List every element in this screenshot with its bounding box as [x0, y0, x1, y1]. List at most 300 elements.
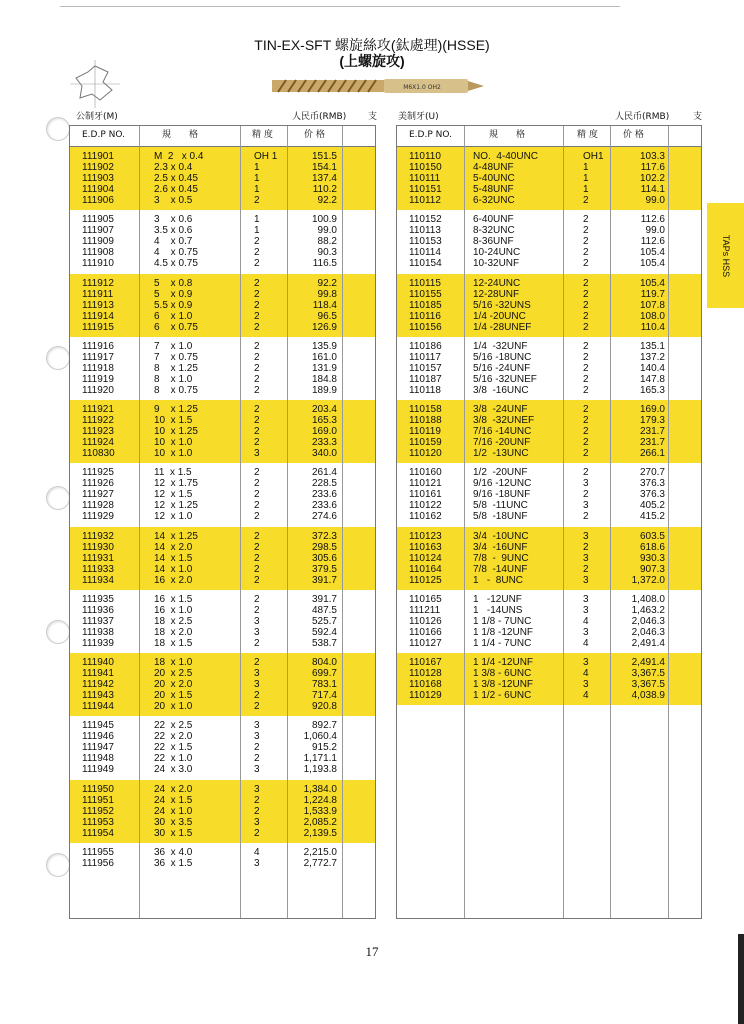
price: 892.7: [311, 720, 337, 732]
price: 405.2: [639, 500, 665, 512]
spec: 1 - 8UNC: [473, 574, 524, 586]
spec: 9/16 -12UNC: [473, 478, 532, 490]
spec: 5 x 0.9: [154, 288, 193, 300]
price: 804.0: [311, 657, 337, 668]
table-row: [70, 467, 375, 478]
grade: 2: [254, 753, 260, 765]
row-group: [397, 527, 701, 590]
spec: 24 x 2.0: [154, 783, 193, 795]
table-row: [70, 278, 375, 289]
grade: 2: [254, 384, 260, 396]
grade: 3: [254, 668, 260, 680]
price: 261.4: [311, 467, 337, 479]
edp-number: 111916: [82, 340, 114, 352]
table-row: [397, 542, 701, 553]
grade: 2: [254, 489, 260, 501]
grade: 2: [254, 563, 260, 575]
edp-number: 111926: [82, 478, 114, 490]
price: 179.3: [639, 415, 665, 427]
table-row: [70, 553, 375, 564]
edp-number: 110127: [409, 637, 442, 649]
price: 131.9: [311, 362, 337, 374]
grade: 2: [583, 415, 589, 427]
spec: M 2 x 0.4: [154, 151, 204, 162]
grade: 2: [254, 299, 260, 311]
grade: 2: [254, 351, 260, 363]
edp-number: 111911: [82, 288, 114, 300]
edp-number: 111940: [82, 657, 114, 668]
grade: 2: [583, 489, 589, 501]
table-row: [70, 500, 375, 511]
edp-number: 111936: [82, 604, 114, 616]
price: 118.4: [312, 299, 337, 311]
edp-number: 110123: [409, 530, 442, 542]
row-group: [397, 147, 701, 210]
table-row: [70, 828, 375, 839]
price: 372.3: [311, 530, 337, 542]
price: 2,491.4: [631, 637, 665, 649]
col-header-edp: E.D.P NO.: [409, 130, 452, 140]
table-row: [70, 385, 375, 396]
binder-hole: [46, 853, 70, 877]
table-row: [70, 195, 375, 206]
spec: 1/2 -20UNF: [473, 467, 528, 479]
edp-number: 111913: [82, 299, 114, 311]
spec: 5.5 x 0.9: [154, 299, 193, 311]
price: 1,384.0: [303, 783, 337, 795]
price: 189.9: [311, 384, 337, 396]
price: 119.7: [640, 288, 665, 300]
edp-number: 111949: [82, 764, 114, 776]
spec: 10 x 1.0: [154, 448, 193, 460]
price: 99.0: [645, 225, 665, 237]
price: 266.1: [639, 448, 665, 460]
spec: 7/16 -14UNC: [473, 426, 532, 438]
grade: 2: [254, 373, 260, 385]
spec: 5/8 -11UNC: [473, 500, 528, 512]
table-row: [397, 404, 701, 415]
grade: 3: [254, 816, 260, 828]
spec: 20 x 1.5: [154, 690, 193, 702]
edp-number: 110167: [409, 657, 442, 668]
spec: 5/16 -32UNEF: [473, 373, 537, 385]
spec: 16 x 1.0: [154, 604, 193, 616]
grade: 2: [254, 426, 260, 438]
price: 126.9: [311, 321, 337, 333]
table-row: [70, 341, 375, 352]
price: 2,046.3: [631, 626, 665, 638]
edp-number: 110119: [409, 426, 441, 438]
price: 102.2: [639, 173, 665, 185]
spec: 5/16 -24UNF: [473, 362, 531, 374]
spec: 3/4 -16UNF: [473, 541, 528, 553]
spec: 7 x 1.0: [154, 340, 193, 352]
edp-number: 111211: [409, 604, 441, 616]
price: 99.0: [317, 225, 337, 237]
edp-number: 111932: [82, 530, 114, 542]
edp-number: 110153: [409, 236, 442, 248]
grade: 2: [254, 277, 260, 289]
table-row: [397, 341, 701, 352]
table-row: [397, 363, 701, 374]
row-group: [70, 274, 375, 337]
table-row: [70, 289, 375, 300]
grade: 3: [254, 615, 260, 627]
table-row: [397, 553, 701, 564]
grade: 3: [583, 626, 589, 638]
price: 3,367.5: [631, 679, 665, 691]
spec: 10 x 1.5: [154, 415, 193, 427]
price: 110.4: [640, 321, 665, 333]
table-row: [397, 627, 701, 638]
edp-number: 111956: [82, 857, 114, 869]
spec: 18 x 2.5: [154, 615, 193, 627]
spec: 7 x 0.75: [154, 351, 198, 363]
spec: 10 x 1.25: [154, 426, 198, 438]
price: 3,367.5: [631, 668, 665, 680]
table-row: [397, 162, 701, 173]
edp-number: 111901: [82, 151, 114, 162]
edp-number: 111933: [82, 563, 114, 575]
grade: 2: [583, 236, 589, 248]
price: 487.5: [311, 604, 337, 616]
table-row: [70, 847, 375, 858]
grade: 2: [583, 541, 589, 553]
edp-number: 111918: [82, 362, 114, 374]
table-row: [397, 374, 701, 385]
grade: 2: [583, 362, 589, 374]
edp-number: 110159: [409, 437, 442, 449]
table-row: [70, 795, 375, 806]
table-row: [70, 300, 375, 311]
spec: 10-24UNC: [473, 247, 521, 259]
spec: 12 x 1.25: [154, 500, 198, 512]
edp-number: 111917: [82, 351, 114, 363]
side-tab-label: TAPs HSS: [720, 234, 731, 277]
col-header-spec: 規 格: [162, 130, 199, 140]
grade: 2: [254, 288, 260, 300]
table-row: [70, 151, 375, 162]
edp-number: 110115: [409, 277, 441, 289]
price: 233.6: [311, 500, 337, 512]
spec: 30 x 3.5: [154, 816, 193, 828]
price: 165.3: [311, 415, 337, 427]
table-row: [397, 289, 701, 300]
spec: 1 -14UNS: [473, 604, 523, 616]
grade: 2: [254, 511, 260, 523]
price: 592.4: [311, 626, 337, 638]
grade: 4: [583, 690, 589, 702]
spec: 3/8 -24UNF: [473, 404, 528, 415]
edp-number: 110188: [409, 415, 442, 427]
spec: 22 x 2.0: [154, 731, 193, 743]
table-row: [397, 489, 701, 500]
grade: 2: [583, 351, 589, 363]
price: 110.2: [312, 184, 337, 196]
spec: 30 x 1.5: [154, 827, 193, 839]
table-row: [397, 247, 701, 258]
spec: 1/2 -13UNC: [473, 448, 529, 460]
edp-number: 111928: [82, 500, 114, 512]
row-group: [70, 147, 375, 210]
spec: 12-24UNC: [473, 277, 521, 289]
edp-number: 110156: [409, 321, 442, 333]
table-row: [397, 448, 701, 459]
spec: 3/8 -16UNC: [473, 384, 529, 396]
spec: 4.5 x 0.75: [154, 258, 198, 270]
price: 147.8: [639, 373, 665, 385]
spec: 14 x 1.0: [154, 563, 193, 575]
edp-number: 111903: [82, 173, 114, 185]
spec: 5-48UNF: [473, 184, 514, 196]
price: 116.5: [312, 258, 337, 270]
page-number: 17: [365, 944, 379, 959]
table-row: [397, 500, 701, 511]
row-group: [70, 400, 375, 463]
grade: 2: [254, 805, 260, 817]
grade: 2: [254, 541, 260, 553]
edp-number: 111915: [82, 321, 114, 333]
price: 92.2: [317, 277, 337, 289]
grade: 2: [254, 404, 260, 415]
table-row: [70, 448, 375, 459]
table-row: [397, 616, 701, 627]
spec: 24 x 1.0: [154, 805, 193, 817]
edp-number: 110157: [409, 362, 442, 374]
table-row: [70, 374, 375, 385]
grade: 2: [583, 258, 589, 270]
grade: 1: [254, 184, 260, 196]
edp-number: 111939: [82, 637, 114, 649]
price: 135.1: [639, 340, 665, 352]
grade: 2: [254, 604, 260, 616]
grade: 2: [254, 500, 260, 512]
spec: 8 x 1.0: [154, 373, 193, 385]
edp-number: 111950: [82, 783, 114, 795]
grade: 1: [254, 162, 260, 174]
table-row: [397, 478, 701, 489]
row-group: [70, 653, 375, 716]
col-header-price: 价 格: [304, 130, 325, 140]
table-row: [397, 300, 701, 311]
table-row: [70, 225, 375, 236]
price: 2,772.7: [303, 857, 337, 869]
price: 270.7: [639, 467, 665, 479]
price: 376.3: [639, 489, 665, 501]
price: 107.8: [639, 299, 665, 311]
price: 137.4: [311, 173, 337, 185]
table-row: [397, 385, 701, 396]
edp-number: 110114: [409, 247, 441, 259]
edp-number: 111954: [82, 827, 114, 839]
price: 618.6: [639, 541, 665, 553]
spec: 1 1/2 - 6UNC: [473, 690, 532, 702]
price: 112.6: [640, 236, 665, 248]
table-row: [70, 638, 375, 649]
edp-number: 110113: [409, 225, 441, 237]
table-row: [397, 352, 701, 363]
table-row: [70, 404, 375, 415]
spec: 16 x 1.5: [154, 593, 193, 605]
edp-number: 110165: [409, 593, 442, 605]
edp-number: 110110: [409, 151, 441, 162]
grade: 2: [254, 657, 260, 668]
grade: 3: [583, 478, 589, 490]
edp-number: 110121: [409, 478, 442, 490]
tap-cross-section-icon: [70, 60, 120, 108]
edp-number: 110160: [409, 467, 442, 479]
edp-number: 111914: [82, 310, 114, 322]
spec: 6-32UNC: [473, 195, 515, 207]
spec: 22 x 1.5: [154, 742, 193, 754]
price: 154.1: [311, 162, 337, 174]
spec: 22 x 1.0: [154, 753, 193, 765]
grade: 1: [254, 173, 260, 185]
spec: 5 x 0.8: [154, 277, 193, 289]
table-row: [70, 247, 375, 258]
price: 930.3: [639, 552, 665, 564]
unified-unit: 支: [693, 112, 703, 122]
edp-number: 111934: [82, 574, 114, 586]
price: 717.4: [311, 690, 337, 702]
table-row: [70, 542, 375, 553]
price: 228.5: [311, 478, 337, 490]
price: 915.2: [311, 742, 337, 754]
price: 105.4: [639, 277, 665, 289]
table-row: [397, 531, 701, 542]
spec: 36 x 4.0: [154, 846, 193, 858]
edp-number: 111946: [82, 731, 114, 743]
grade: 4: [254, 846, 260, 858]
edp-number: 111921: [82, 404, 114, 415]
edp-number: 110166: [409, 626, 442, 638]
grade: 2: [583, 247, 589, 259]
table-row: [70, 784, 375, 795]
grade: 2: [583, 511, 589, 523]
table-row: [397, 214, 701, 225]
grade: 2: [583, 214, 589, 226]
spec: NO. 4-40UNC: [473, 151, 539, 162]
table-row: [70, 258, 375, 269]
edp-number: 111937: [82, 615, 114, 627]
table-row: [397, 278, 701, 289]
spec: 12 x 1.5: [154, 489, 193, 501]
grade: 3: [583, 604, 589, 616]
table-row: [397, 679, 701, 690]
grade: 2: [254, 321, 260, 333]
table-row: [70, 690, 375, 701]
row-group: [70, 843, 375, 873]
table-row: [397, 236, 701, 247]
table-row: [397, 564, 701, 575]
table-row: [397, 511, 701, 522]
grade: 2: [583, 321, 589, 333]
edp-number: 110118: [409, 384, 441, 396]
table-row: [397, 322, 701, 333]
grade: 4: [583, 637, 589, 649]
price: 233.6: [311, 489, 337, 501]
edp-number: 110126: [409, 615, 442, 627]
table-row: [70, 817, 375, 828]
edp-number: 111905: [82, 214, 114, 226]
row-group: [397, 400, 701, 463]
col-header-spec: 規 格: [489, 130, 526, 140]
table-row: [70, 311, 375, 322]
price: 1,533.9: [303, 805, 337, 817]
spec: 6 x 0.75: [154, 321, 198, 333]
price: 1,224.8: [303, 794, 337, 806]
spec: 1/4 -32UNF: [473, 340, 528, 352]
table-row: [397, 173, 701, 184]
table-row: [70, 668, 375, 679]
unified-price-table: [396, 125, 702, 919]
spec: 1/4 -20UNC: [473, 310, 526, 322]
spec: 9 x 1.25: [154, 404, 198, 415]
col-header-grade: 精 度: [577, 130, 598, 140]
spec: 1 3/8 -12UNF: [473, 679, 534, 691]
grade: 2: [583, 277, 589, 289]
grade: OH1: [583, 151, 604, 162]
row-group: [397, 463, 701, 526]
spec: 14 x 1.25: [154, 530, 198, 542]
spec: 20 x 2.5: [154, 668, 193, 680]
grade: 2: [254, 478, 260, 490]
price: 1,171.1: [303, 753, 337, 765]
table-row: [70, 764, 375, 775]
table-row: [70, 322, 375, 333]
spec: 3 x 0.6: [154, 214, 193, 226]
spec: 4 x 0.7: [154, 236, 193, 248]
spec: 24 x 1.5: [154, 794, 193, 806]
price: 108.0: [639, 310, 665, 322]
price: 340.0: [311, 448, 337, 460]
table-row: [70, 214, 375, 225]
table-row: [397, 668, 701, 679]
grade: 2: [254, 794, 260, 806]
price: 4,038.9: [631, 690, 665, 702]
spec: 14 x 2.0: [154, 541, 193, 553]
spec: 3/8 -32UNEF: [473, 415, 535, 427]
grade: 2: [254, 247, 260, 259]
edp-number: 111935: [82, 593, 114, 605]
spec: 4-48UNF: [473, 162, 514, 174]
price: 117.6: [640, 162, 665, 174]
grade: 2: [254, 437, 260, 449]
grade: 3: [254, 679, 260, 691]
spec: 2.6 x 0.45: [154, 184, 198, 196]
edp-number: 111920: [82, 384, 114, 396]
table-row: [70, 731, 375, 742]
price: 2,085.2: [303, 816, 337, 828]
price: 298.5: [311, 541, 337, 553]
grade: 2: [254, 467, 260, 479]
row-group: [70, 337, 375, 400]
row-group: [70, 780, 375, 843]
page-title: TIN-EX-SFT 螺旋絲攻(鈦處理)(HSSE): [254, 37, 490, 53]
spec: 5/16 -32UNS: [473, 299, 531, 311]
price: 907.3: [639, 563, 665, 575]
table-row: [70, 352, 375, 363]
table-row: [397, 437, 701, 448]
table-row: [397, 184, 701, 195]
price: 92.2: [317, 195, 337, 207]
price: 161.0: [311, 351, 337, 363]
edp-number: 110125: [409, 574, 442, 586]
price: 100.9: [311, 214, 337, 226]
grade: 2: [254, 258, 260, 270]
row-group: [70, 527, 375, 590]
spec: 1 3/8 - 6UNC: [473, 668, 532, 680]
